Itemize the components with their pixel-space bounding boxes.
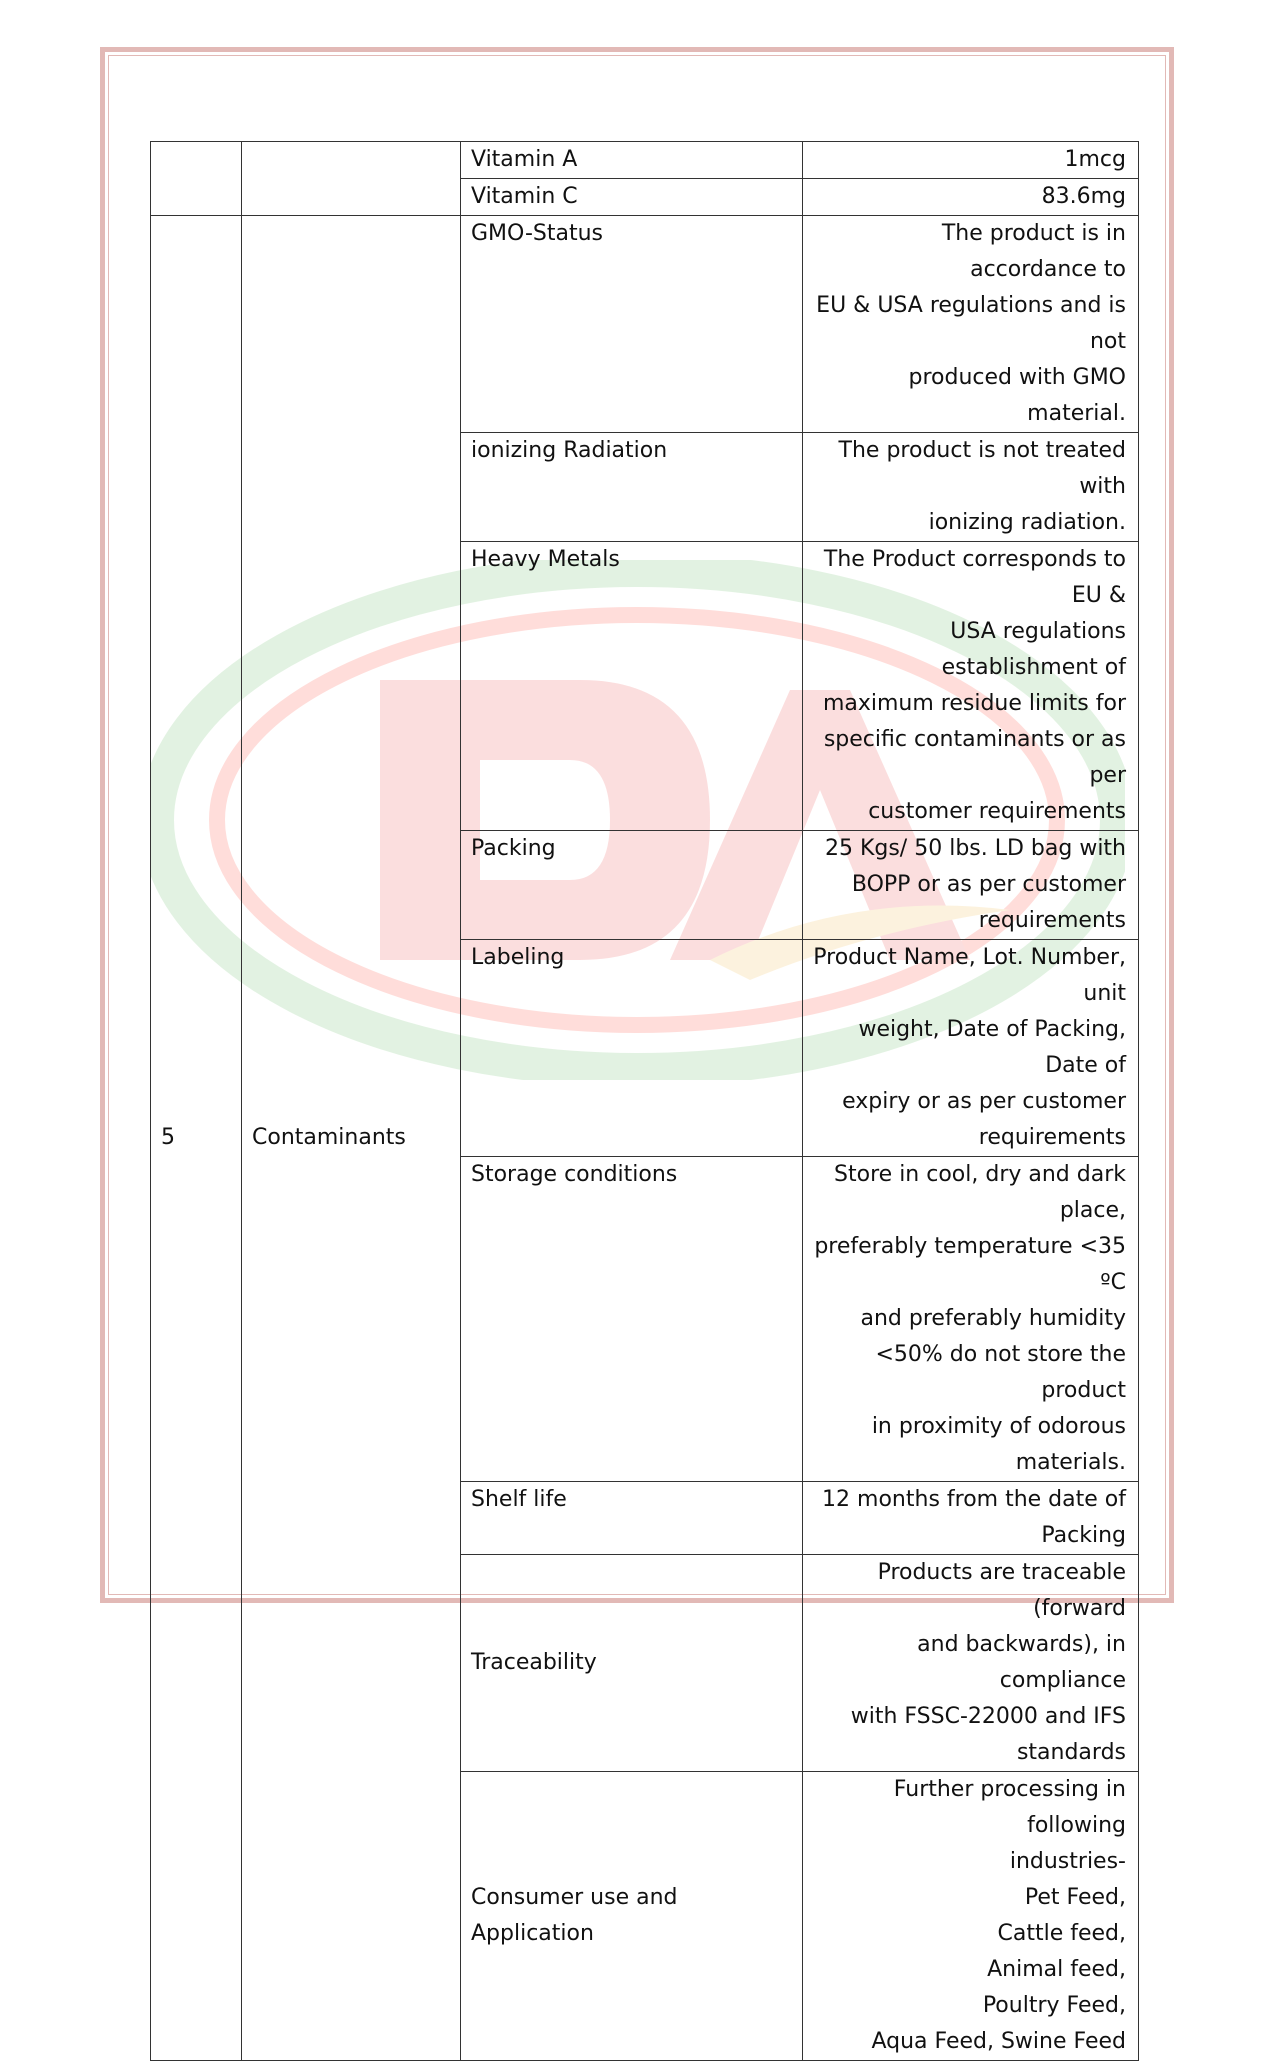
- parameter-cell: Packing: [461, 831, 803, 940]
- value-cell: [803, 216, 1139, 433]
- parameter-cell: Vitamin A: [461, 142, 803, 179]
- parameter-cell: Traceability: [461, 1555, 803, 1772]
- value-line: Packing: [1041, 1523, 1126, 1548]
- value-line: Cattle feed,: [997, 1921, 1126, 1946]
- value-line: The product is not treated with: [838, 438, 1126, 499]
- parameter-cell: Heavy Metals: [461, 542, 803, 831]
- value-line: <50% do not store the product: [875, 1342, 1126, 1403]
- value-line: preferably temperature <35 ºC: [814, 1234, 1126, 1295]
- table-row: [151, 142, 1139, 179]
- value-cell: [803, 1772, 1139, 2061]
- value-line: weight, Date of Packing, Date of: [858, 1017, 1126, 1078]
- parameter-cell: [461, 1772, 803, 2061]
- value-cell: [803, 1555, 1139, 1772]
- value-line: customer requirements: [868, 799, 1126, 824]
- value-cell: [803, 831, 1139, 940]
- value-line: Poultry Feed,: [982, 1993, 1126, 2018]
- value-line: standards: [1016, 1740, 1126, 1765]
- value-line: Further processing in following: [893, 1777, 1126, 1838]
- value-line: Store in cool, dry and dark place,: [834, 1162, 1126, 1223]
- section-number: 5: [151, 216, 242, 2061]
- value-line: maximum residue limits for: [822, 691, 1126, 716]
- value-line: ionizing radiation.: [928, 510, 1126, 535]
- value-line: and preferably humidity: [860, 1306, 1126, 1331]
- value-line: Aqua Feed, Swine Feed: [871, 2029, 1126, 2054]
- specification-table: [150, 141, 1139, 2061]
- table-row: [151, 216, 1139, 433]
- section-category: Contaminants: [242, 216, 461, 2061]
- value-line: BOPP or as per customer: [851, 872, 1126, 897]
- value-line: Products are traceable (forward: [877, 1560, 1126, 1621]
- parameter-cell: GMO-Status: [461, 216, 803, 433]
- category-cell: [242, 142, 461, 216]
- value-line: 25 Kgs/ 50 lbs. LD bag with: [824, 836, 1126, 861]
- value-cell: [803, 940, 1139, 1157]
- value-line: Product Name, Lot. Number, unit: [813, 945, 1126, 1006]
- value-line: requirements: [978, 908, 1126, 933]
- value-cell: [803, 142, 1139, 179]
- parameter-cell: ionizing Radiation: [461, 433, 803, 542]
- parameter-cell: Labeling: [461, 940, 803, 1157]
- value-cell: [803, 433, 1139, 542]
- value-line: Animal feed,: [987, 1957, 1126, 1982]
- row-number-cell: [151, 142, 242, 216]
- value-cell: [803, 542, 1139, 831]
- value-line: 1mcg: [1064, 147, 1126, 172]
- value-cell: [803, 179, 1139, 216]
- value-line: produced with GMO material.: [908, 365, 1126, 426]
- value-line: requirements: [978, 1125, 1126, 1150]
- value-line: The Product corresponds to EU &: [823, 547, 1126, 608]
- value-line: specific contaminants or as per: [823, 727, 1126, 788]
- value-line: materials.: [1015, 1450, 1126, 1475]
- value-cell: [803, 1157, 1139, 1482]
- parameter-cell: Vitamin C: [461, 179, 803, 216]
- value-line: EU & USA regulations and is not: [816, 293, 1126, 354]
- value-line: 83.6mg: [1041, 184, 1126, 209]
- value-line: Pet Feed,: [1024, 1885, 1126, 1910]
- value-line: and backwards), in compliance: [917, 1632, 1126, 1693]
- value-line: industries-: [1009, 1849, 1126, 1874]
- value-line: in proximity of odorous: [871, 1414, 1126, 1439]
- value-line: with FSSC-22000 and IFS: [850, 1704, 1126, 1729]
- parameter-cell: Shelf life: [461, 1482, 803, 1555]
- value-cell: [803, 1482, 1139, 1555]
- value-line: USA regulations establishment of: [941, 619, 1126, 680]
- value-line: The product is in accordance to: [941, 221, 1126, 282]
- parameter-line: Application: [471, 1921, 594, 1946]
- value-line: 12 months from the date of: [822, 1487, 1126, 1512]
- parameter-line: Consumer use and: [471, 1885, 678, 1910]
- parameter-cell: Storage conditions: [461, 1157, 803, 1482]
- value-line: expiry or as per customer: [842, 1089, 1126, 1114]
